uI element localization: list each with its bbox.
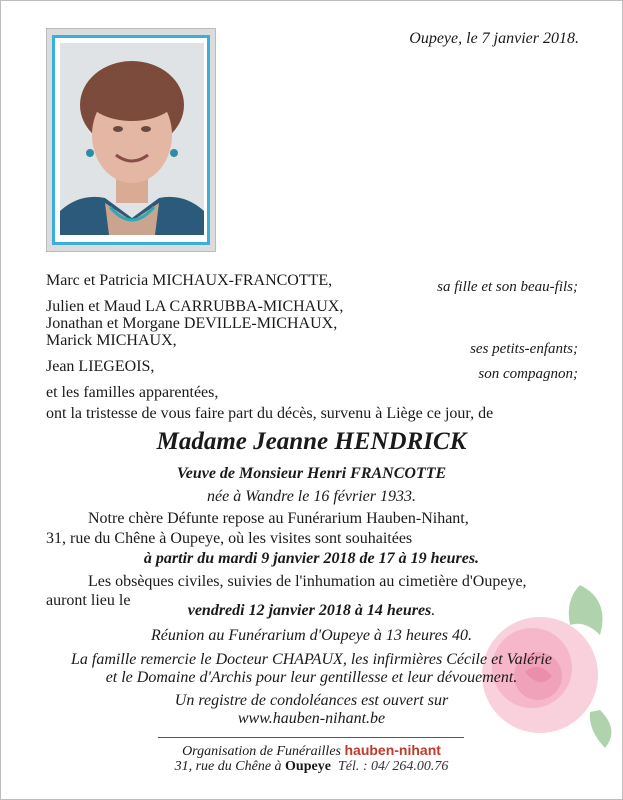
- funeral-date: [0, 602, 623, 620]
- address-prefix: 31, rue du Chêne à: [174, 759, 286, 774]
- register-line-1: Un registre de condoléances est ouvert sur: [174, 692, 449, 709]
- thanks-line-1: La famille remercie le Docteur CHAPAUX, les infirmières Cécile et Valérie: [71, 651, 552, 668]
- funeral-line-1: Les obsèques civiles, suivies de l'inhumation au cimetière d'Oupeye,: [88, 573, 527, 590]
- date-line: Oupeye, le 7 janvier 2018.: [409, 30, 579, 47]
- register-website: www.hauben-nihant.be: [237, 710, 386, 727]
- family-line-grandchild-1: Julien et Maud LA CARRUBBA-MICHAUX,: [46, 298, 344, 315]
- funeral-date-text: vendredi 12 janvier 2018 à 14 heures: [187, 602, 432, 619]
- phone-number: Tél. : 04/ 264.00.76: [337, 759, 449, 774]
- portrait-frame: [46, 28, 216, 252]
- portrait-border: [52, 35, 210, 245]
- relation-grandchildren: ses petits-enfants;: [470, 341, 578, 357]
- rest-line-1: Notre chère Défunte repose au Funérarium Hauben-Nihant,: [88, 510, 469, 527]
- announcement-line: ont la tristesse de vous faire part du décès, survenu à Liège ce jour, de: [46, 405, 494, 422]
- footer-organisation: [0, 742, 623, 760]
- relation-daughter: sa fille et son beau-fils;: [437, 279, 578, 295]
- family-line-daughter: Marc et Patricia MICHAUX-FRANCOTTE,: [46, 272, 333, 289]
- family-line-grandchild-2: Jonathan et Morgane DEVILLE-MICHAUX,: [46, 315, 338, 332]
- deceased-name: Madame Jeanne HENDRICK: [156, 428, 467, 455]
- organisation-prefix: Organisation de Funérailles: [182, 744, 345, 759]
- family-line-companion: Jean LIEGEOIS,: [46, 358, 155, 375]
- funeral-date-period: .: [431, 602, 436, 619]
- brand-logo-text: hauben-nihant: [344, 742, 441, 758]
- meeting-line: Réunion au Funérarium d'Oupeye à 13 heures 40.: [151, 627, 472, 644]
- rest-line-2: 31, rue du Chêne à Oupeye, où les visites sont souhaitées: [46, 530, 413, 547]
- relation-companion: son compagnon;: [478, 366, 578, 382]
- visits-line: à partir du mardi 9 janvier 2018 de 17 à 19 heures.: [143, 550, 480, 567]
- family-line-grandchild-3: Marick MICHAUX,: [46, 332, 177, 349]
- birth-line: née à Wandre le 16 février 1933.: [207, 488, 416, 505]
- address-town: Oupeye: [285, 759, 331, 774]
- footer-divider: [158, 737, 464, 738]
- footer-address: [0, 759, 623, 775]
- portrait-photo: [60, 43, 204, 235]
- family-line-relatives: et les familles apparentées,: [46, 384, 219, 401]
- widow-line: Veuve de Monsieur Henri FRANCOTTE: [176, 465, 447, 482]
- thanks-line-2: et le Domaine d'Archis pour leur gentillesse et leur dévouement.: [105, 669, 518, 686]
- funeral-line-2: auront lieu le: [46, 592, 131, 609]
